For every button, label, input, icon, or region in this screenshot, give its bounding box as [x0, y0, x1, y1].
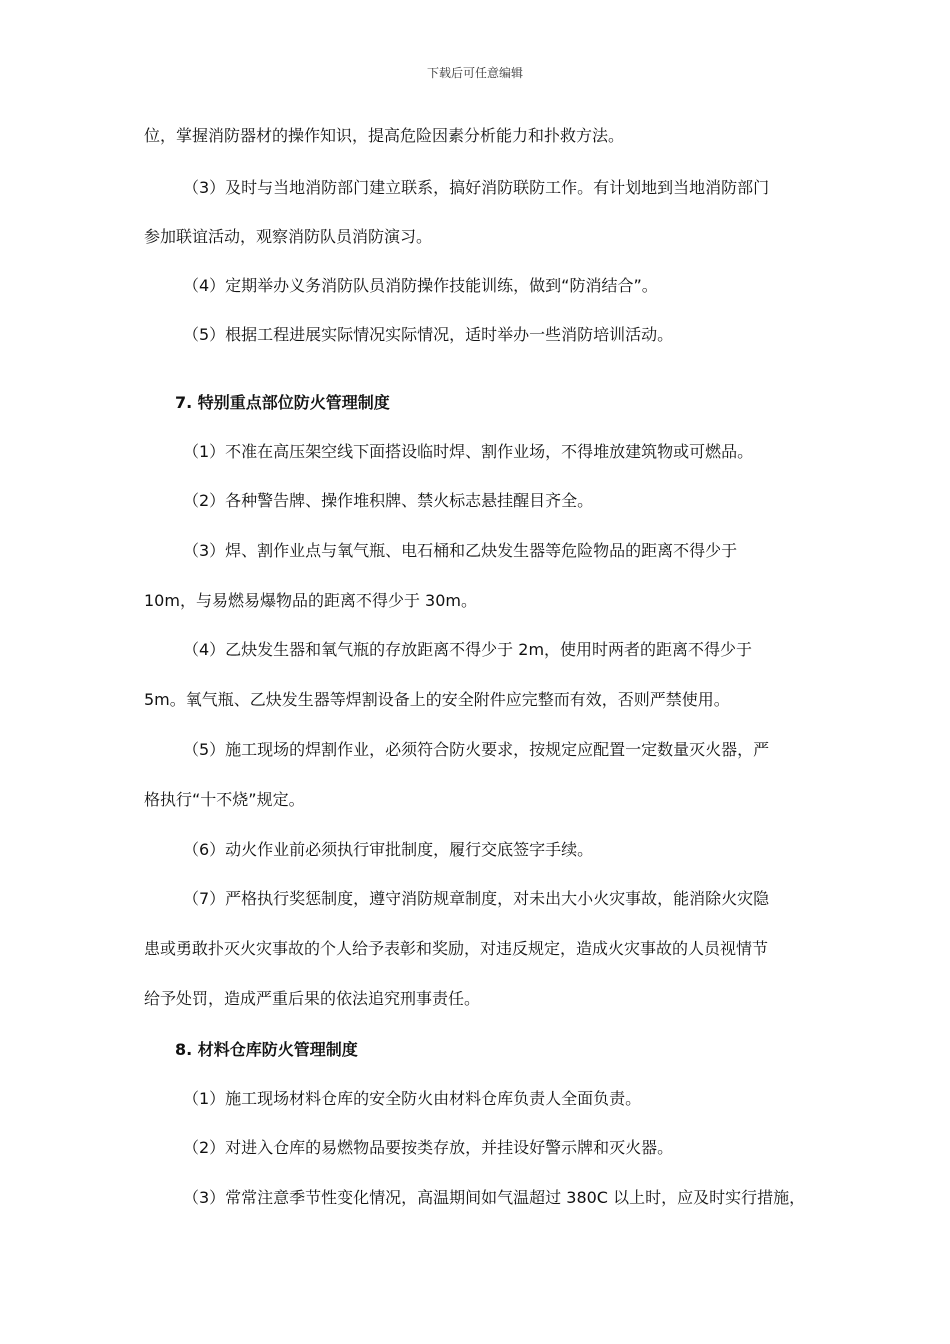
- paragraph-line: （6）动火作业前必须执行审批制度，履行交底签字手续。: [183, 840, 594, 859]
- paragraph-line: 患或勇敢扑灭火灾事故的个人给予表彰和奖励，对违反规定，造成火灾事故的人员视情节: [144, 939, 769, 958]
- paragraph-line: （1）不准在高压架空线下面搭设临时焊、割作业场，不得堆放建筑物或可燃品。: [183, 442, 754, 461]
- paragraph-line: （4）定期举办义务消防队员消防操作技能训练，做到“防消结合”。: [183, 276, 658, 295]
- section-heading: 8. 材料仓库防火管理制度: [175, 1040, 358, 1059]
- paragraph-line: （2）对进入仓库的易燃物品要按类存放，并挂设好警示牌和灭火器。: [183, 1138, 674, 1157]
- paragraph-line: （7）严格执行奖惩制度，遵守消防规章制度，对未出大小火灾事故，能消除火灾隐: [183, 889, 770, 908]
- paragraph-line: 10m，与易燃易爆物品的距离不得少于 30m。: [144, 591, 477, 610]
- paragraph-line: 给予处罚，造成严重后果的依法追究刑事责任。: [144, 989, 481, 1008]
- page-header: 下载后可任意编辑: [426, 66, 523, 80]
- paragraph-line: 格执行“十不烧”规定。: [144, 790, 305, 809]
- paragraph-line: 位，掌握消防器材的操作知识，提高危险因素分析能力和扑救方法。: [144, 126, 625, 145]
- paragraph-line: （1）施工现场材料仓库的安全防火由材料仓库负责人全面负责。: [183, 1089, 642, 1108]
- paragraph-line: （2）各种警告牌、操作堆积牌、禁火标志悬挂醒目齐全。: [183, 491, 594, 510]
- paragraph-line: 5m。氧气瓶、乙炔发生器等焊割设备上的安全附件应完整而有效，否则严禁使用。: [144, 690, 730, 709]
- paragraph-line: （3）常常注意季节性变化情况，高温期间如气温超过 380C 以上时，应及时实行措施，: [183, 1188, 806, 1207]
- paragraph-line: （5）施工现场的焊割作业，必须符合防火要求，按规定应配置一定数量灭火器，严: [183, 740, 770, 759]
- paragraph-line: （3）及时与当地消防部门建立联系，搞好消防联防工作。有计划地到当地消防部门: [183, 178, 770, 197]
- section-heading: 7. 特别重点部位防火管理制度: [175, 393, 390, 412]
- paragraph-line: （5）根据工程进展实际情况实际情况，适时举办一些消防培训活动。: [183, 325, 674, 344]
- paragraph-line: 参加联谊活动，观察消防队员消防演习。: [144, 227, 433, 246]
- paragraph-line: （3）焊、割作业点与氧气瓶、电石桶和乙炔发生器等危险物品的距离不得少于: [183, 541, 738, 560]
- paragraph-line: （4）乙炔发生器和氧气瓶的存放距离不得少于 2m，使用时两者的距离不得少于: [183, 640, 753, 659]
